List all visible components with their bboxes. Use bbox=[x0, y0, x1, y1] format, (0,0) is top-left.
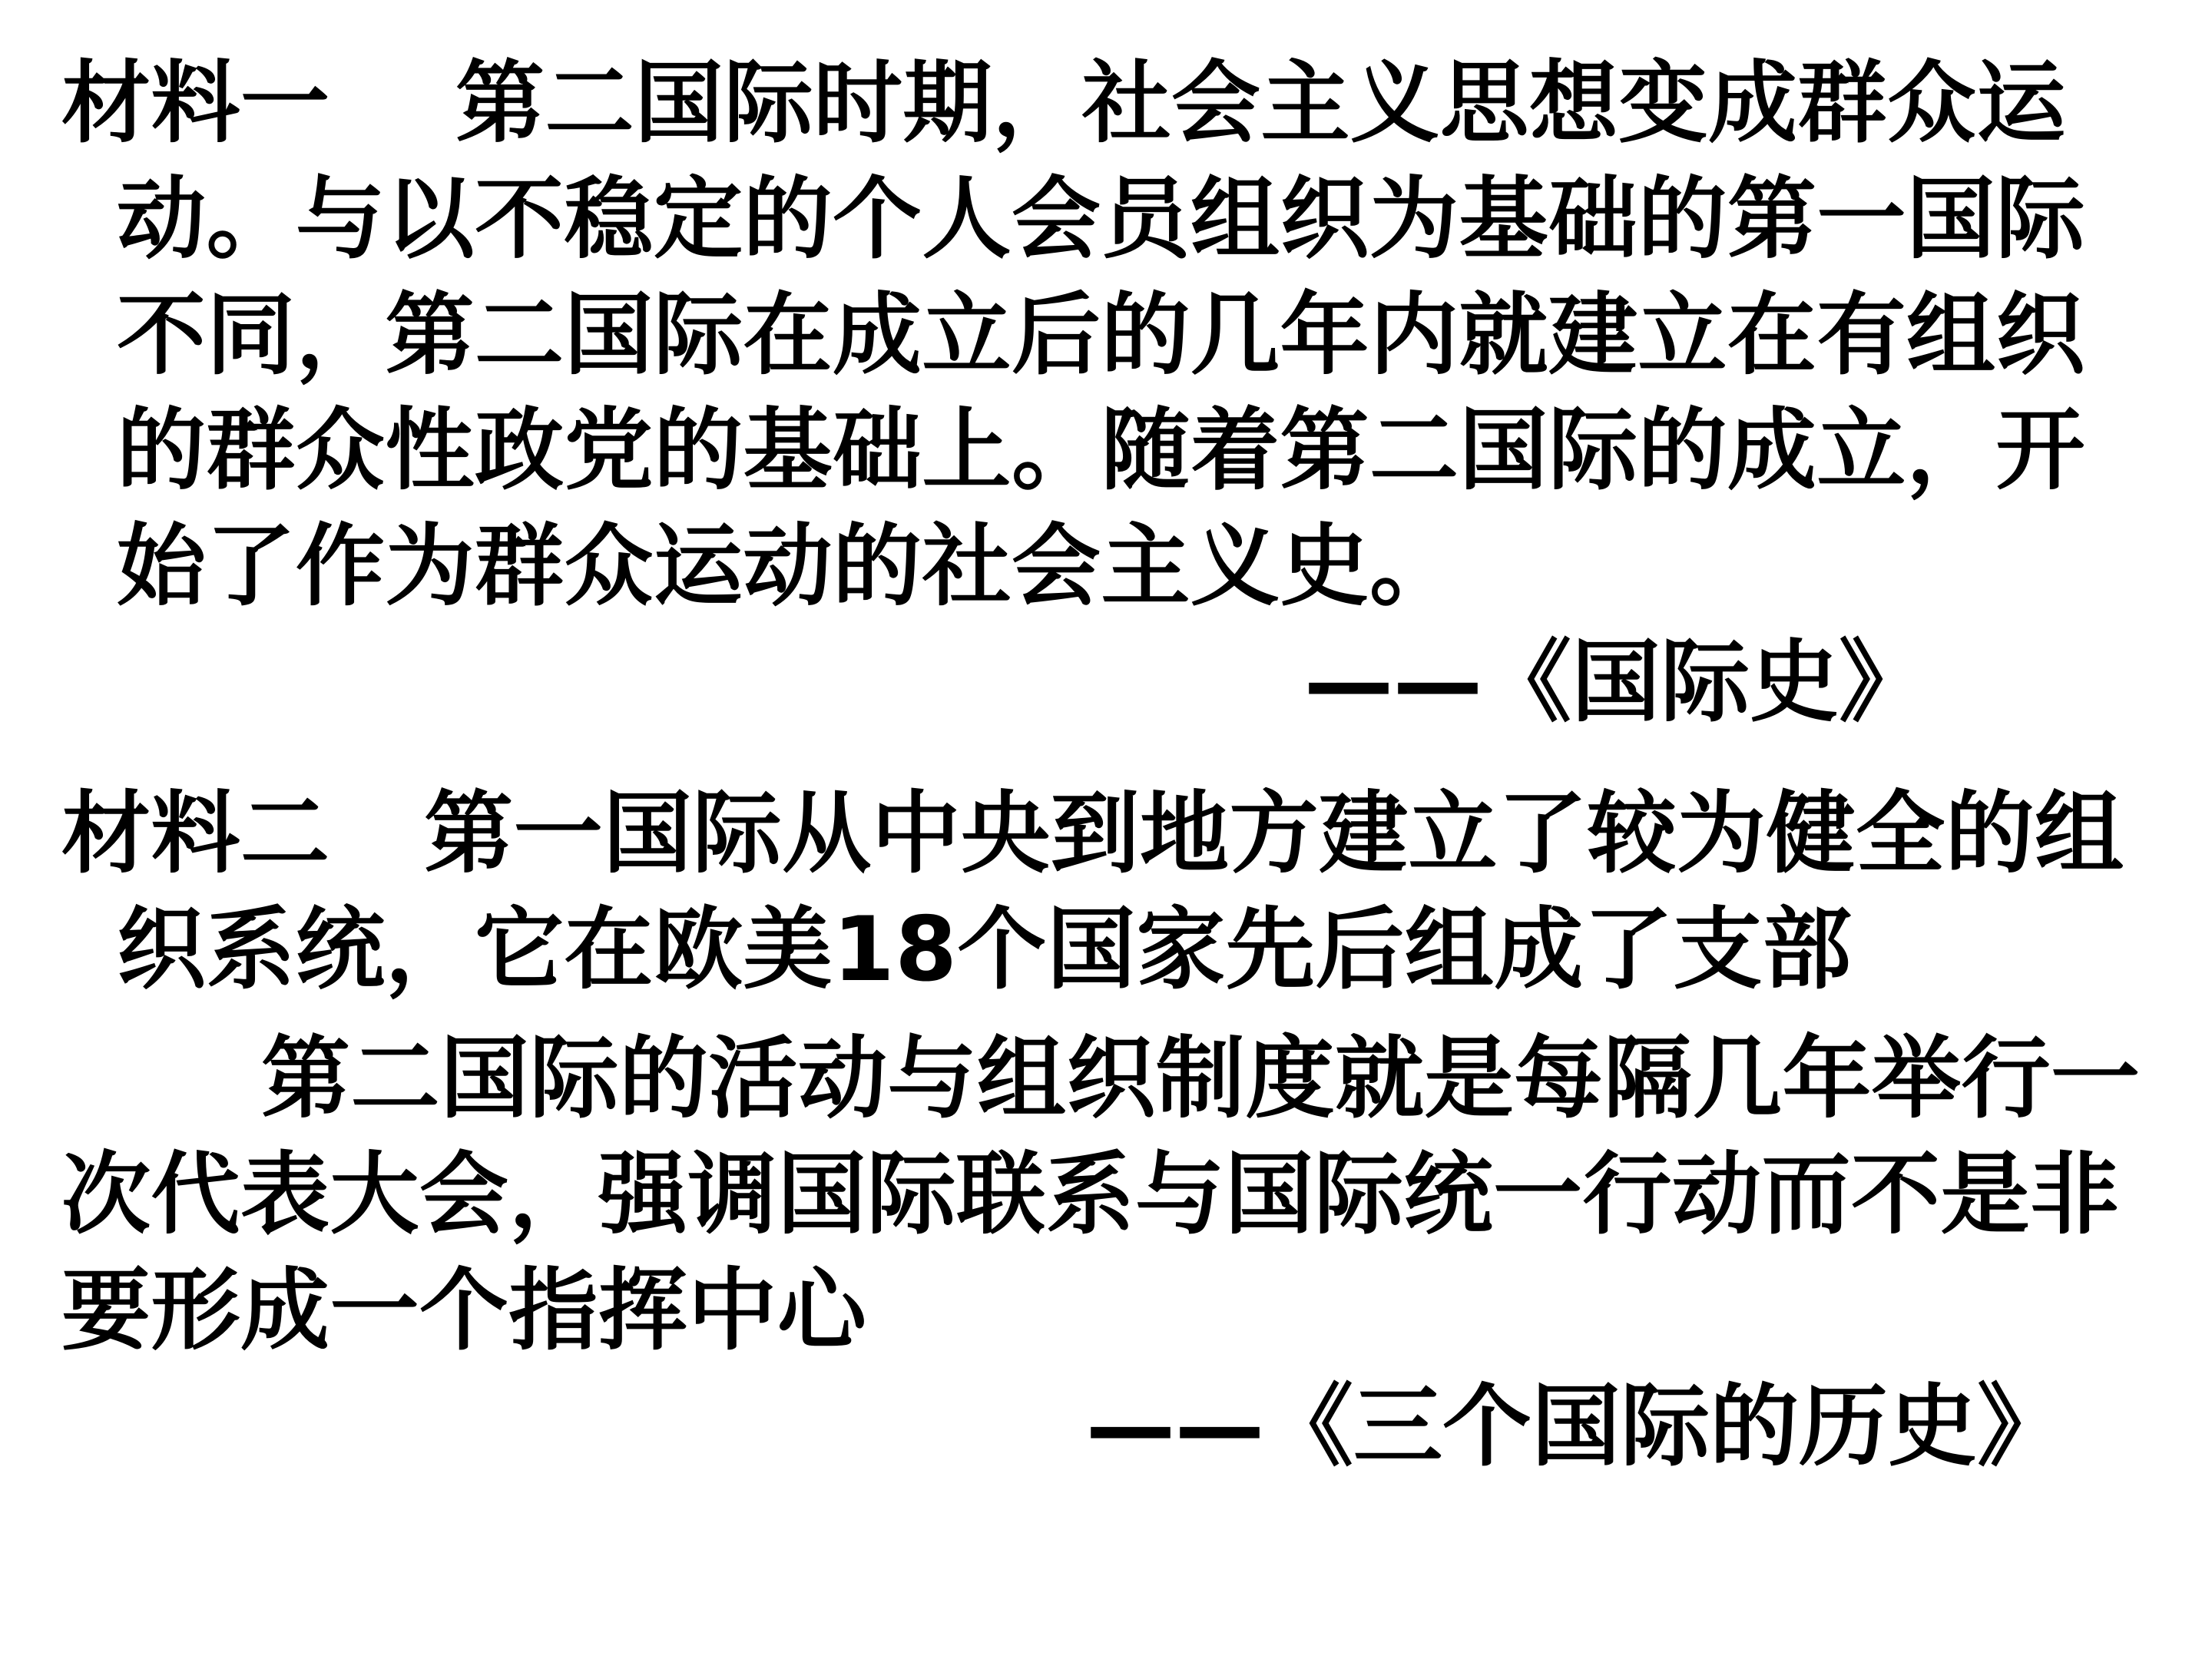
material-two-source: ——《三个国际的历史》 bbox=[1086, 1374, 2066, 1479]
material-two-block bbox=[61, 777, 2158, 1485]
paragraph-spacer bbox=[61, 1014, 2158, 1022]
material-one-block bbox=[61, 46, 2158, 741]
material-one-text: 材料一 第二国际时期，社会主义思想变成群众运动。与以不稳定的个人会员组织为基础的第一国际不同，第二国际在成立后的几年内就建立在有组织的群众性政党的基础上。随着第二国际的成立，开始了作为群众运动的社会主义史。 bbox=[61, 51, 2085, 619]
material-two-text-continued: 第二国际的活动与组织制度就是每隔几年举行一次代表大会，强调国际联系与国际统一行动而不是非要形成一个指挥中心 bbox=[61, 1027, 2141, 1363]
material-two-text: 材料二 第一国际从中央到地方建立了较为健全的组织系统，它在欧美18个国家先后组成了支部 bbox=[61, 781, 2124, 1002]
material-one-source: ——《国际史》 bbox=[1304, 630, 1928, 734]
